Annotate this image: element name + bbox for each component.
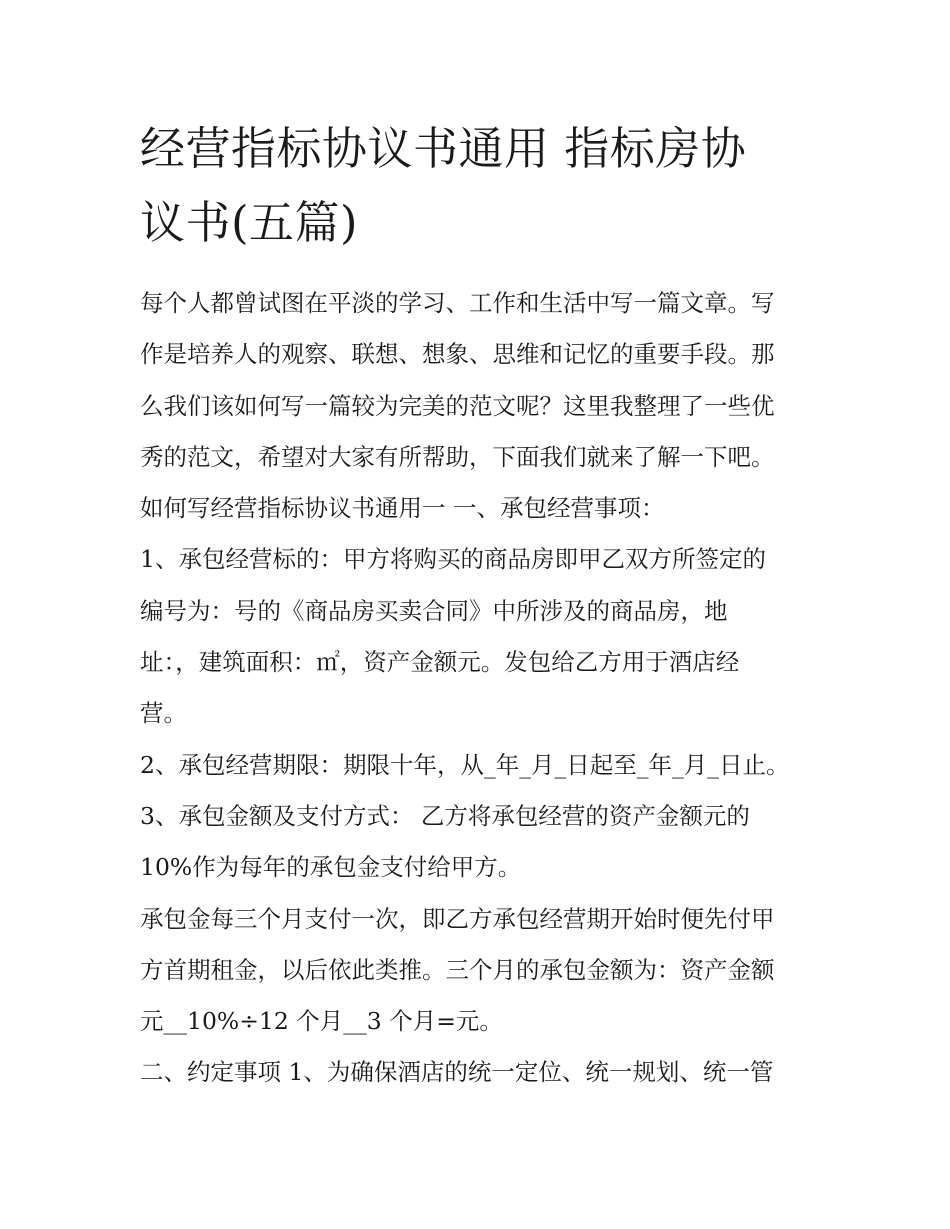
title-line: 经营指标协议书通用 指标房协 xyxy=(140,122,747,175)
body-line: 秀的范文，希望对大家有所帮助，下面我们就来了解一下吧。 xyxy=(140,442,775,471)
body-line: 1、承包经营标的：甲方将购买的商品房即甲乙双方所签定的 xyxy=(140,545,766,574)
body-line: 每个人都曾试图在平淡的学习、工作和生活中写一篇文章。写 xyxy=(140,289,775,317)
body-line: 方首期租金，以后依此类推。三个月的承包金额为：资产金额 xyxy=(140,955,775,984)
title-line: 议书(五篇) xyxy=(140,196,359,249)
body-line: 编号为：号的《商品房买卖合同》中所涉及的商品房，地 xyxy=(140,596,728,625)
body-line: 如何写经营指标协议书通用一 一、承包经营事项： xyxy=(140,494,665,523)
body-line: 营。 xyxy=(140,699,187,728)
body-line: 2、承包经营期限：期限十年，从_年_月_日起至_年_月_日止。 xyxy=(140,750,790,779)
body-line: 元__10%÷12 个月__3 个月=元。 xyxy=(140,1007,503,1036)
body-line: 作是培养人的观察、联想、想象、思维和记忆的重要手段。那 xyxy=(140,340,775,369)
body-line: 10%作为每年的承包金支付给甲方。 xyxy=(140,853,522,882)
body-line: 二、约定事项 1、为确保酒店的统一定位、统一规划、统一管 xyxy=(140,1058,774,1087)
body-line: 么我们该如何写一篇较为完美的范文呢？这里我整理了一些优 xyxy=(140,391,775,420)
body-line: 承包金每三个月支付一次，即乙方承包经营期开始时便先付甲 xyxy=(140,904,775,933)
document-title xyxy=(140,112,820,260)
document-body xyxy=(140,278,830,1099)
body-line: 址：，建筑面积：㎡，资产金额元。发包给乙方用于酒店经 xyxy=(140,648,740,677)
body-line: 3、承包金额及支付方式： 乙方将承包经营的资产金额元的 xyxy=(140,801,750,830)
